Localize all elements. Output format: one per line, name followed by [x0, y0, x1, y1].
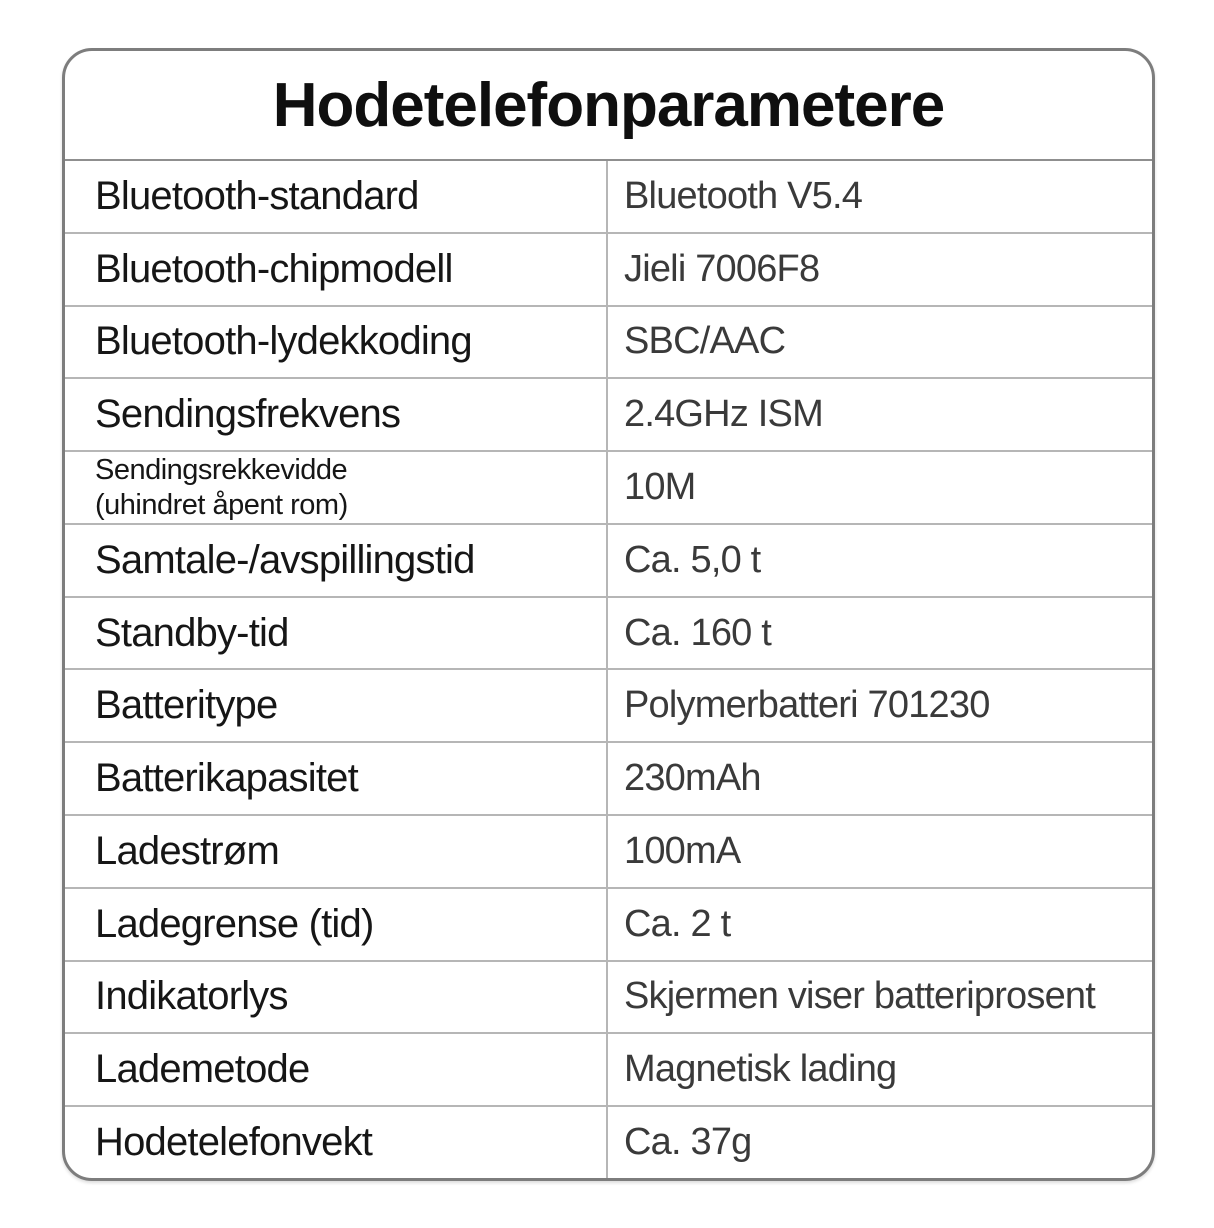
spec-value: Jieli 7006F8: [624, 247, 820, 290]
spec-label: Batteritype: [65, 670, 608, 741]
table-row: [65, 960, 1152, 1033]
spec-value: 10M: [624, 466, 696, 509]
spec-label: Ladestrøm: [65, 816, 608, 887]
spec-label: Bluetooth-chipmodell: [65, 234, 608, 305]
spec-table-card: [62, 48, 1155, 1181]
table-row: [65, 596, 1152, 669]
table-row: [65, 668, 1152, 741]
spec-label: Bluetooth-standard: [65, 161, 608, 232]
spec-value: Ca. 160 t: [624, 611, 772, 654]
spec-label: Batterikapasitet: [65, 743, 608, 814]
spec-label: Hodetelefonvekt: [65, 1107, 608, 1178]
spec-value: Polymerbatteri 701230: [624, 684, 990, 727]
spec-label: Standby-tid: [65, 598, 608, 669]
table-row: [65, 450, 1152, 523]
table-row: [65, 161, 1152, 232]
spec-value: 2.4GHz ISM: [624, 393, 823, 436]
table-row: [65, 741, 1152, 814]
spec-label: Samtale-/avspillingstid: [65, 525, 608, 596]
table-row: [65, 305, 1152, 378]
table-row: [65, 887, 1152, 960]
spec-value: Skjermen viser batteriprosent: [624, 975, 1096, 1018]
spec-label: Indikatorlys: [65, 962, 608, 1033]
spec-label: Bluetooth-lydekkoding: [65, 307, 608, 378]
table-row: [65, 377, 1152, 450]
table-row: [65, 814, 1152, 887]
spec-value: 100mA: [624, 829, 741, 872]
spec-value: Bluetooth V5.4: [624, 174, 863, 217]
table-row: [65, 523, 1152, 596]
page-title: Hodetelefonparametere: [65, 51, 1152, 161]
table-row: [65, 1032, 1152, 1105]
spec-value: Ca. 5,0 t: [624, 538, 761, 581]
spec-label: Sendingsfrekvens: [65, 379, 608, 450]
spec-label-line-1: Sendingsrekkevidde: [95, 453, 348, 486]
table-row: [65, 1105, 1152, 1178]
spec-value: Ca. 37g: [624, 1121, 752, 1164]
spec-label: Ladegrense (tid): [65, 889, 608, 960]
spec-label: [65, 452, 608, 523]
spec-label-line-2: (uhindret åpent rom): [95, 488, 348, 521]
table-row: [65, 232, 1152, 305]
spec-value: SBC/AAC: [624, 320, 786, 363]
spec-value: Magnetisk lading: [624, 1048, 897, 1091]
spec-value: 230mAh: [624, 757, 761, 800]
spec-label-two-line: [95, 453, 348, 523]
spec-table: [65, 161, 1152, 1178]
spec-value: Ca. 2 t: [624, 902, 731, 945]
spec-label: Lademetode: [65, 1034, 608, 1105]
